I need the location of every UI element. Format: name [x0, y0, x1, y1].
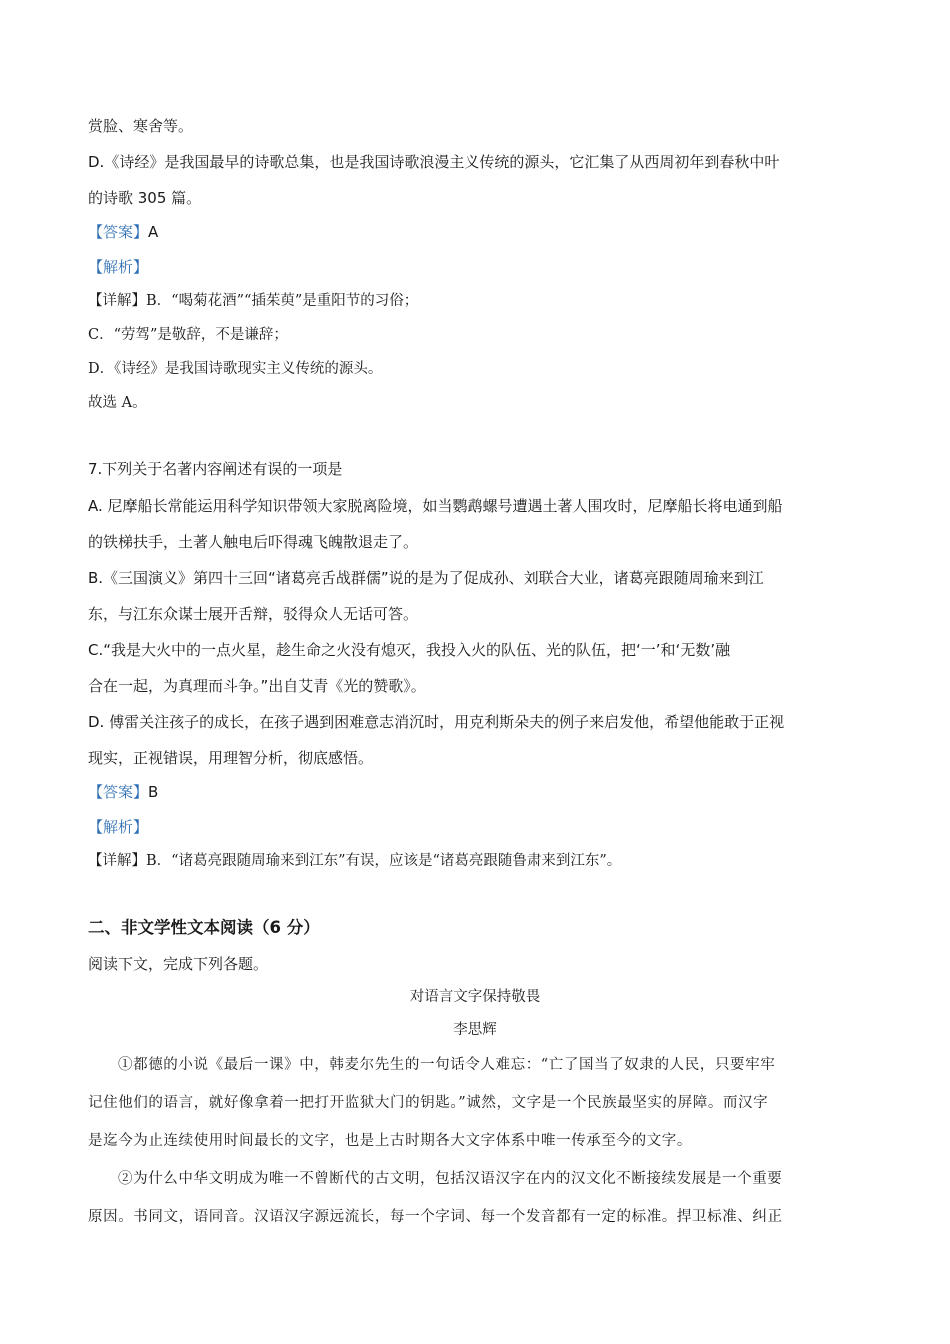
paragraph-1-line1: ①都德的小说《最后一课》中，韩麦尔先生的一句话令人难忘：“亡了国当了奴隶的人民，只要牢牢 [118, 1057, 776, 1073]
q6-analysis-tag: 【解析】 [88, 258, 149, 276]
q7-stem: 7.下列关于名著内容阐述有误的一项是 [88, 460, 343, 478]
section-heading: 二、非文学性文本阅读（6 分） [88, 918, 320, 937]
q7-option-c-line1: C.“我是大火中的一点火星，趁生命之火没有熄灭，我投入火的队伍、光的队伍，把‘一’和‘无数’融 [88, 641, 731, 659]
q7-option-b-line1: B.《三国演义》第四十三回“诸葛亮舌战群儒”说的是为了促成孙、刘联合大业，诸葛亮跟随周瑜来到江 [88, 569, 764, 587]
paragraph-1-line2: 记住他们的语言，就好像拿着一把打开监狱大门的钥匙。”诚然，文字是一个民族最坚实的屏障。而汉字 [88, 1095, 769, 1111]
answer-value: B [148, 783, 159, 801]
q6-detail-2: C．“劳驾”是敬辞，不是谦辞； [88, 327, 288, 343]
q7-analysis-tag: 【解析】 [88, 818, 149, 836]
paragraph-2-line1: ②为什么中华文明成为唯一不曾断代的古文明，包括汉语汉字在内的汉文化不断接续发展是一个重要 [118, 1171, 783, 1187]
q7-option-a-line2: 的铁梯扶手，土著人触电后吓得魂飞魄散退走了。 [88, 533, 419, 551]
q7-option-a-line1: A. 尼摩船长常能运用科学知识带领大家脱离险境，如当鹦鹉螺号遭遇土著人围攻时，尼摩船长将电通到船 [88, 497, 783, 515]
q6-detail-1: 【详解】B．“喝菊花酒”“插茱萸”是重阳节的习俗； [88, 293, 419, 309]
q6-detail-4: 故选 A。 [88, 395, 147, 411]
q6-option-c-tail: 赏脸、寒舍等。 [88, 117, 194, 135]
article-title: 对语言文字保持敬畏 [409, 989, 541, 1005]
section-instruction: 阅读下文，完成下列各题。 [88, 955, 269, 973]
q6-answer [88, 222, 158, 242]
q7-option-c-line2: 合在一起，为真理而斗争。”出自艾青《光的赞歌》。 [88, 677, 426, 695]
q6-detail-3: D．《诗经》是我国诗歌现实主义传统的源头。 [88, 361, 383, 377]
q7-detail-1: 【详解】B．“诸葛亮跟随周瑜来到江东”有误，应该是“诸葛亮跟随鲁肃来到江东”。 [88, 853, 622, 869]
q6-option-d-line1: D.《诗经》是我国最早的诗歌总集，也是我国诗歌浪漫主义传统的源头，它汇集了从西周初年到春秋中叶 [88, 153, 780, 171]
answer-tag: 【答案】 [88, 783, 149, 801]
paragraph-1-line3: 是迄今为止连续使用时间最长的文字，也是上古时期各大文字体系中唯一传承至今的文字。 [88, 1133, 692, 1149]
answer-value: A [148, 223, 159, 241]
q6-option-d-line2: 的诗歌 305 篇。 [88, 189, 202, 207]
q7-answer [88, 782, 158, 802]
answer-tag: 【答案】 [88, 223, 149, 241]
q7-option-d-line1: D. 傅雷关注孩子的成长，在孩子遇到困难意志消沉时，用克利斯朵夫的例子来启发他，希望他能敢于正视 [88, 713, 785, 731]
article-author: 李思辉 [453, 1022, 497, 1038]
q7-option-d-line2: 现实，正视错误，用理智分析，彻底感悟。 [88, 749, 374, 767]
q7-option-b-line2: 东，与江东众谋士展开舌辩，驳得众人无话可答。 [88, 605, 419, 623]
paragraph-2-line2: 原因。书同文，语同音。汉语汉字源远流长，每一个字词、每一个发音都有一定的标准。捍卫标准、纠正 [88, 1209, 783, 1225]
